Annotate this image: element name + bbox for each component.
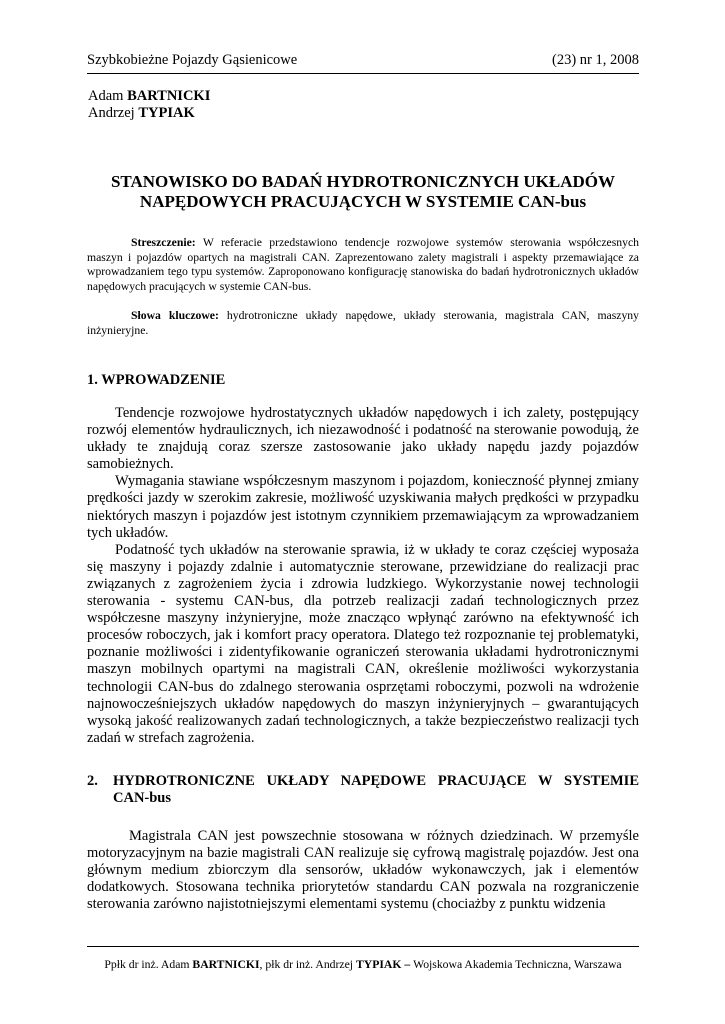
paragraph: Magistrala CAN jest powszechnie stosowana w różnych dziedzinach. W przemyśle motoryzacyjnym na bazie magistrali CAN realizuje się cyfrową magistralę pojazdów. Jest ona głównym medium zbiorczym dla sensorów, układów wykonawczych, jak i elementów dodatkowych. Stosowana technika priorytetów standardu CAN pozwala na rozgraniczenie sterowania zarówno najistotniejszymi elementami systemu (chociażby z punktu widzenia	[87, 828, 639, 913]
author	[88, 105, 210, 122]
keywords-text: hydrotroniczne układy napędowe, układy sterowania, magistrala CAN, maszyny inżynieryjne.	[87, 309, 639, 337]
footnote-author-name: BARTNICKI	[192, 958, 260, 971]
keywords	[87, 309, 639, 338]
keywords-label: Słowa kluczowe:	[131, 309, 219, 322]
author-affiliation-footnote	[87, 958, 639, 972]
footnote-affiliation: Wojskowa Akademia Techniczna, Warszawa	[413, 958, 622, 971]
paragraph: Podatność tych układów na sterowanie sprawia, iż w układy te coraz częściej wyposaża się maszyny i pojazdy zdalnie i automatycznie sterowane, przewidziane do realizacji prac związanych z zagrożeniem życia i zdrowia ludzkiego. Wykorzystanie nowej technologii sterowania - systemu CAN-bus, dla potrzeb realizacji zadań technologicznych przez współczesne maszyny inżynieryjne, może znacząco wpłynąć zarówno na efektywność ich procesów roboczych, jak i komfort pracy operatora. Dlatego też rozpoznanie tej problematyki, poznanie możliwości i zidentyfikowanie ograniczeń sterowania układami hydrotronicznymi maszyn mobilnych opartymi na magistrali CAN, określenie możliwości wykorzystania technologii CAN-bus do zdalnego sterowania osprzętami roboczymi, pozwoli na wdrożenie najnowocześniejszych układów napędowych do maszyn inżynieryjnych – gwarantujących wysoką jakość realizowanych zadań technologicznych, a także bezpieczeństwo realizacji tych zadań w strefach zagrożenia.	[87, 541, 639, 746]
paragraph: Tendencje rozwojowe hydrostatycznych układów napędowych i ich zalety, postępujący rozwój elementów hydraulicznych, ich niezawodność i podatność na sterowanie powodują, że układy te znajdują coraz szersze zastosowanie jako układy napędu jazdy pojazdów samobieżnych.	[87, 405, 639, 473]
footnote-dash: –	[401, 958, 414, 971]
section-heading-line: HYDROTRONICZNE UKŁADY NAPĘDOWE PRACUJĄCE W SYSTEMIE	[113, 773, 639, 789]
section-body	[87, 828, 639, 913]
section-heading: 1. WPROWADZENIE	[87, 372, 226, 388]
footer-divider	[87, 946, 639, 947]
section-body	[87, 405, 639, 747]
author-last-name: BARTNICKI	[127, 88, 211, 104]
footnote-author-name: TYPIAK	[355, 958, 402, 971]
author-first-name: Andrzej	[88, 105, 135, 121]
section-heading-line: CAN-bus	[113, 790, 172, 806]
title-line: STANOWISKO DO BADAŃ HYDROTRONICZNYCH UKŁADÓW	[110, 172, 616, 191]
running-header	[87, 52, 639, 74]
abstract-text: W referacie przedstawiono tendencje rozwojowe systemów sterowania współczesnych maszyn i pojazdów opartych na magistrali CAN. Zaprezentowano zalety magistrali i aspekty przemawiające za wprowadzaniem tego typu systemów. Zaproponowano konfigurację stanowiska do badań hydrotronicznych układów napędowych pracujących w systemie CAN-bus.	[87, 236, 639, 293]
author	[88, 88, 210, 105]
title-line: NAPĘDOWYCH PRACUJĄCYCH W SYSTEMIE CAN-bus	[139, 192, 587, 211]
paragraph: Wymagania stawiane współczesnym maszynom i pojazdom, konieczność płynnej zmiany prędkości jazdy w szerokim zakresie, możliwość uzyskiwania małych prędkości w przypadku niektórych maszyn i pojazdów jest istotnym czynnikiem przemawiającym za wprowadzaniem tych układów.	[87, 473, 639, 541]
journal-name: Szybkobieżne Pojazdy Gąsienicowe	[87, 52, 298, 68]
abstract-label: Streszczenie:	[131, 236, 196, 249]
author-list	[88, 88, 210, 122]
footnote-text: Ppłk dr inż. Adam	[104, 958, 193, 971]
paper-title	[87, 172, 639, 212]
issue-number: (23) nr 1, 2008	[552, 52, 639, 68]
author-first-name: Adam	[88, 88, 124, 104]
author-last-name: TYPIAK	[138, 105, 195, 121]
footnote-text: , płk dr inż. Andrzej	[259, 958, 356, 971]
section-number: 2.	[87, 773, 98, 789]
abstract	[87, 236, 639, 294]
section-heading	[87, 773, 639, 807]
